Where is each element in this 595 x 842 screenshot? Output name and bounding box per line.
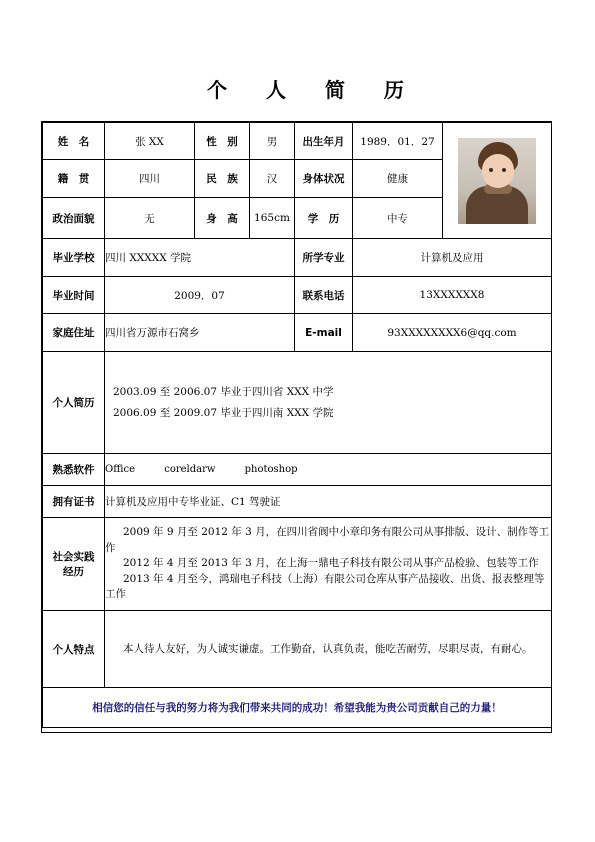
work-content: [105, 518, 552, 611]
gender-value: 男: [250, 123, 295, 160]
birth-value: 1989．01．27: [353, 123, 443, 160]
work-label: 社会实践 经历: [43, 518, 105, 611]
phone-label: 联系电话: [295, 277, 353, 314]
features-content: [105, 611, 552, 688]
features-label: 个人特点: [43, 611, 105, 688]
software-item: Office: [105, 464, 136, 475]
name-label: 姓 名: [43, 123, 105, 160]
major-label: 所学专业: [295, 239, 353, 277]
native-label: 籍 贯: [43, 160, 105, 198]
health-label: 身体状况: [295, 160, 353, 198]
address-label: 家庭住址: [43, 314, 105, 352]
resume-content: [105, 352, 552, 454]
resume-label: 个人简历: [43, 352, 105, 454]
graduation-label: 毕业时间: [43, 277, 105, 314]
education-label: 学 历: [295, 198, 353, 239]
political-label: 政治面貌: [43, 198, 105, 239]
major-value: 计算机及应用: [353, 239, 552, 277]
school-label: 毕业学校: [43, 239, 105, 277]
nation-label: 民 族: [195, 160, 250, 198]
address-value: 四川省万源市石窝乡: [105, 314, 295, 352]
email-value: 93XXXXXXXX6@qq.com: [353, 314, 552, 352]
native-value: 四川: [105, 160, 195, 198]
school-value: 四川 XXXXX 学院: [105, 239, 295, 277]
birth-label: 出生年月: [295, 123, 353, 160]
software-list: [105, 454, 552, 486]
profile-photo: [458, 138, 536, 224]
resume-line: 2006.09 至 2009.07 毕业于四川南 XXX 学院: [113, 406, 334, 419]
graduation-value: 2009．07: [105, 277, 295, 314]
certificate-value: 计算机及应用中专毕业证、C1 驾驶证: [105, 486, 552, 518]
resume-line: 2003.09 至 2006.07 毕业于四川省 XXX 中学: [113, 385, 334, 398]
work-entry: 2012 年 4 月至 2013 年 3 月，在上海一鼎电子科技有限公司从事产品检验、包装等工作: [123, 557, 539, 570]
work-entry: 2013 年 4 月至今，鸿瑞电子科技（上海）有限公司仓库从事产品接收、出货、报表整理等工作: [105, 572, 545, 601]
gender-label: 性 别: [195, 123, 250, 160]
education-value: 中专: [353, 198, 443, 239]
footer-slogan: 相信您的信任与我的努力将为我们带来共同的成功！希望我能为贵公司贡献自己的力量！: [43, 688, 552, 728]
certificate-label: 拥有证书: [43, 486, 105, 518]
software-item: coreldarw: [164, 464, 216, 475]
height-value: 165cm: [250, 198, 295, 239]
name-value: 张 XX: [105, 123, 195, 160]
features-text: 本人待人友好，为人诚实谦虚。工作勤奋，认真负责，能吃苦耐劳，尽职尽责，有耐心。: [123, 643, 533, 655]
health-value: 健康: [353, 160, 443, 198]
page-title: 个 人 简 历: [207, 78, 420, 102]
phone-value: 13XXXXXX8: [353, 277, 552, 314]
photo-cell: [443, 123, 552, 239]
political-value: 无: [105, 198, 195, 239]
nation-value: 汉: [250, 160, 295, 198]
software-label: 熟悉软件: [43, 454, 105, 486]
email-label: E-mail: [295, 314, 353, 352]
work-entry: 2009 年 9 月至 2012 年 3 月，在四川省阆中小章印务有限公司从事排版、设计、制作等工作: [105, 526, 550, 554]
height-label: 身 高: [195, 198, 250, 239]
resume-table: [42, 122, 552, 728]
software-item: photoshop: [244, 464, 298, 475]
